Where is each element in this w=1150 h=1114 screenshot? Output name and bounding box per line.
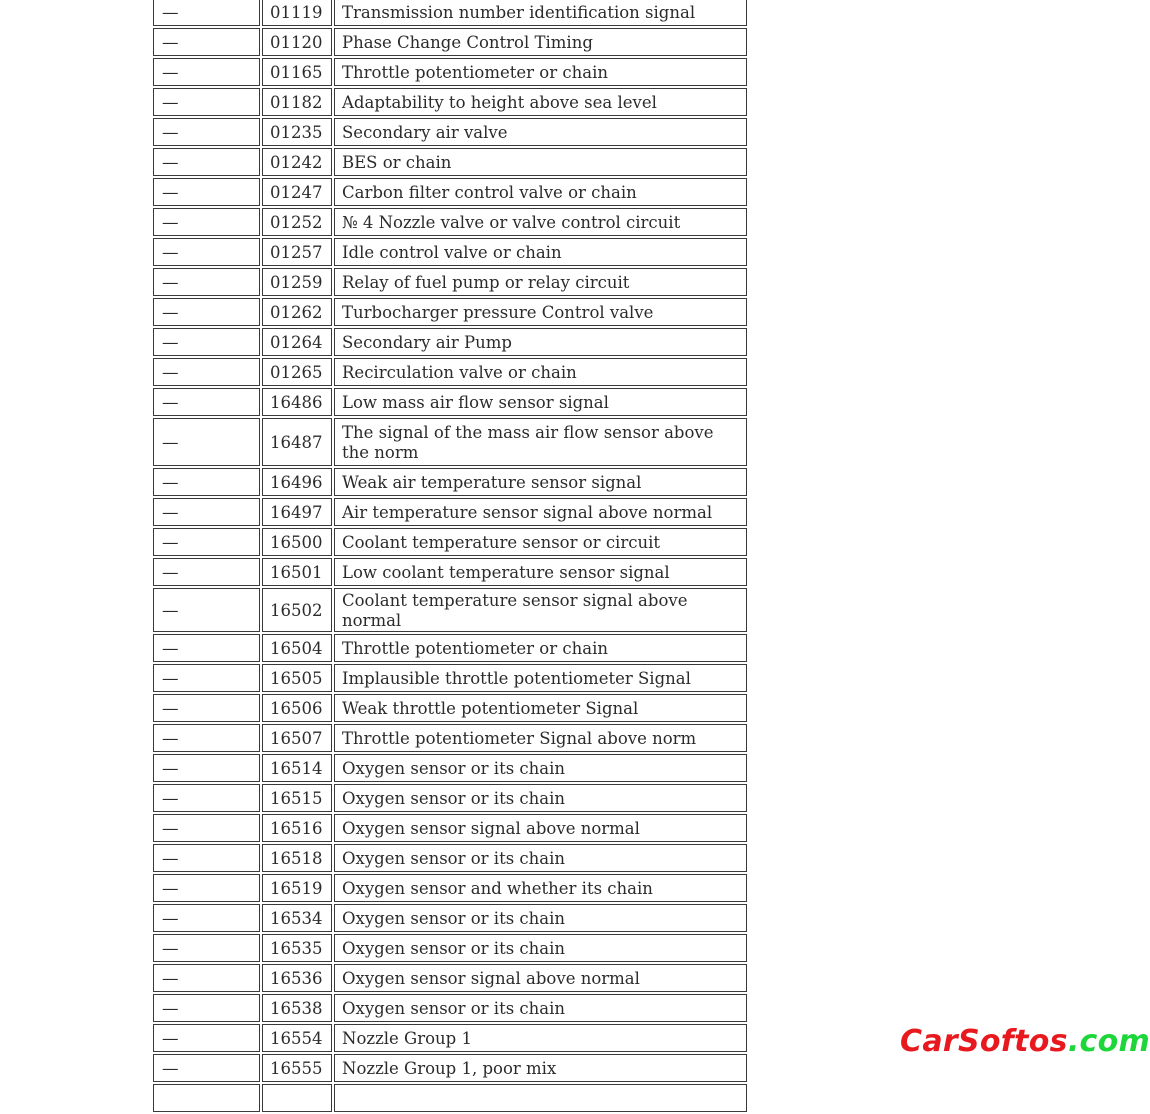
table-row	[153, 694, 747, 722]
fault-code-cell: 01120	[262, 28, 332, 56]
description-cell: Throttle potentiometer Signal above norm	[334, 724, 747, 752]
description-cell: Secondary air Pump	[334, 328, 747, 356]
table-row	[153, 268, 747, 296]
description-cell: Weak air temperature sensor signal	[334, 468, 747, 496]
dash-cell: —	[153, 1024, 260, 1052]
fault-code-table	[151, 0, 749, 1114]
table-row	[153, 58, 747, 86]
description-cell: Adaptability to height above sea level	[334, 88, 747, 116]
fault-code-cell: 01257	[262, 238, 332, 266]
fault-code-cell: 01262	[262, 298, 332, 326]
table-row	[153, 784, 747, 812]
fault-code-cell: 16514	[262, 754, 332, 782]
dash-cell: —	[153, 328, 260, 356]
table-row	[153, 588, 747, 632]
dash-cell: —	[153, 634, 260, 662]
dash-cell: —	[153, 298, 260, 326]
fault-code-cell: 16555	[262, 1054, 332, 1082]
table-row	[153, 148, 747, 176]
table-row	[153, 468, 747, 496]
fault-code-cell: 01264	[262, 328, 332, 356]
table-row	[153, 1054, 747, 1082]
description-cell: BES or chain	[334, 148, 747, 176]
fault-code-cell: 16538	[262, 994, 332, 1022]
table-row	[153, 238, 747, 266]
dash-cell: —	[153, 934, 260, 962]
table-row	[153, 358, 747, 386]
dash-cell: —	[153, 28, 260, 56]
table-row	[153, 754, 747, 782]
fault-code-cell: 01247	[262, 178, 332, 206]
dash-cell: —	[153, 664, 260, 692]
description-cell: Low coolant temperature sensor signal	[334, 558, 747, 586]
description-cell: Throttle potentiometer or chain	[334, 58, 747, 86]
dash-cell: —	[153, 724, 260, 752]
table-row	[153, 634, 747, 662]
fault-code-cell: 16501	[262, 558, 332, 586]
dash-cell: —	[153, 558, 260, 586]
fault-code-cell: 16518	[262, 844, 332, 872]
description-cell: Weak throttle potentiometer Signal	[334, 694, 747, 722]
description-cell: Carbon filter control valve or chain	[334, 178, 747, 206]
fault-code-cell: 01165	[262, 58, 332, 86]
description-cell: Secondary air valve	[334, 118, 747, 146]
description-cell: Low mass air flow sensor signal	[334, 388, 747, 416]
dash-cell: —	[153, 88, 260, 116]
dash-cell: —	[153, 784, 260, 812]
dash-cell: —	[153, 694, 260, 722]
description-cell: Oxygen sensor or its chain	[334, 904, 747, 932]
fault-code-cell: 16496	[262, 468, 332, 496]
table-row	[153, 558, 747, 586]
table-row	[153, 1024, 747, 1052]
description-cell: Oxygen sensor signal above normal	[334, 814, 747, 842]
table-row	[153, 178, 747, 206]
dash-cell: —	[153, 418, 260, 466]
fault-code-cell: 16534	[262, 904, 332, 932]
fault-code-cell: 01182	[262, 88, 332, 116]
fault-code-cell: 01235	[262, 118, 332, 146]
description-cell: Throttle potentiometer or chain	[334, 634, 747, 662]
table-row	[153, 328, 747, 356]
dash-cell: —	[153, 588, 260, 632]
description-cell: Coolant temperature sensor or circuit	[334, 528, 747, 556]
table-row	[153, 934, 747, 962]
dash-cell: —	[153, 904, 260, 932]
dash-cell: —	[153, 874, 260, 902]
fault-code-cell: 16536	[262, 964, 332, 992]
table-row	[153, 88, 747, 116]
fault-code-cell: 16506	[262, 694, 332, 722]
table-row	[153, 814, 747, 842]
watermark-brand: CarSoftos	[900, 1024, 1068, 1059]
dash-cell: —	[153, 388, 260, 416]
table-row	[153, 418, 747, 466]
table-row	[153, 964, 747, 992]
table-row	[153, 904, 747, 932]
fault-code-cell: 16507	[262, 724, 332, 752]
description-cell: Air temperature sensor signal above normal	[334, 498, 747, 526]
description-cell: Oxygen sensor or its chain	[334, 844, 747, 872]
table-row	[153, 1084, 747, 1112]
dash-cell: —	[153, 58, 260, 86]
fault-code-cell: 01265	[262, 358, 332, 386]
table-row	[153, 664, 747, 692]
dash-cell: —	[153, 498, 260, 526]
table-row	[153, 388, 747, 416]
table-row	[153, 118, 747, 146]
fault-code-cell: 01119	[262, 0, 332, 26]
fault-code-cell	[262, 1084, 332, 1112]
description-cell: Oxygen sensor or its chain	[334, 784, 747, 812]
fault-code-table-container	[151, 0, 749, 1114]
description-cell: Oxygen sensor or its chain	[334, 754, 747, 782]
fault-code-cell: 16502	[262, 588, 332, 632]
description-cell: The signal of the mass air flow sensor above the norm	[334, 418, 747, 466]
fault-code-cell: 16505	[262, 664, 332, 692]
table-row	[153, 994, 747, 1022]
description-cell: № 4 Nozzle valve or valve control circuit	[334, 208, 747, 236]
dash-cell: —	[153, 528, 260, 556]
dash-cell: —	[153, 994, 260, 1022]
table-row	[153, 528, 747, 556]
table-row	[153, 208, 747, 236]
description-cell: Oxygen sensor signal above normal	[334, 964, 747, 992]
fault-code-cell: 16535	[262, 934, 332, 962]
table-row	[153, 298, 747, 326]
dash-cell: —	[153, 208, 260, 236]
carsoftos-watermark	[900, 1022, 1150, 1062]
dash-cell: —	[153, 178, 260, 206]
table-row	[153, 498, 747, 526]
table-row	[153, 874, 747, 902]
fault-code-cell: 01252	[262, 208, 332, 236]
fault-code-cell: 16519	[262, 874, 332, 902]
watermark-domain: .com	[1067, 1024, 1150, 1059]
table-row	[153, 844, 747, 872]
dash-cell: —	[153, 1054, 260, 1082]
fault-code-cell: 16504	[262, 634, 332, 662]
dash-cell	[153, 1084, 260, 1112]
dash-cell: —	[153, 118, 260, 146]
dash-cell: —	[153, 468, 260, 496]
description-cell: Turbocharger pressure Control valve	[334, 298, 747, 326]
description-cell: Implausible throttle potentiometer Signal	[334, 664, 747, 692]
description-cell: Transmission number identification signal	[334, 0, 747, 26]
fault-code-cell: 16497	[262, 498, 332, 526]
dash-cell: —	[153, 238, 260, 266]
dash-cell: —	[153, 0, 260, 26]
description-cell: Relay of fuel pump or relay circuit	[334, 268, 747, 296]
dash-cell: —	[153, 268, 260, 296]
dash-cell: —	[153, 754, 260, 782]
table-row	[153, 0, 747, 26]
fault-code-cell: 16486	[262, 388, 332, 416]
dash-cell: —	[153, 148, 260, 176]
dash-cell: —	[153, 814, 260, 842]
fault-code-cell: 16554	[262, 1024, 332, 1052]
description-cell	[334, 1084, 747, 1112]
dash-cell: —	[153, 964, 260, 992]
table-row	[153, 28, 747, 56]
fault-code-cell: 01259	[262, 268, 332, 296]
dash-cell: —	[153, 358, 260, 386]
description-cell: Oxygen sensor and whether its chain	[334, 874, 747, 902]
description-cell: Oxygen sensor or its chain	[334, 994, 747, 1022]
fault-code-cell: 01242	[262, 148, 332, 176]
description-cell: Phase Change Control Timing	[334, 28, 747, 56]
fault-code-table-body	[153, 0, 747, 1112]
description-cell: Recirculation valve or chain	[334, 358, 747, 386]
description-cell: Nozzle Group 1	[334, 1024, 747, 1052]
fault-code-cell: 16515	[262, 784, 332, 812]
fault-code-cell: 16487	[262, 418, 332, 466]
description-cell: Idle control valve or chain	[334, 238, 747, 266]
table-row	[153, 724, 747, 752]
description-cell: Oxygen sensor or its chain	[334, 934, 747, 962]
description-cell: Nozzle Group 1, poor mix	[334, 1054, 747, 1082]
description-cell: Coolant temperature sensor signal above normal	[334, 588, 747, 632]
fault-code-cell: 16516	[262, 814, 332, 842]
dash-cell: —	[153, 844, 260, 872]
fault-code-cell: 16500	[262, 528, 332, 556]
